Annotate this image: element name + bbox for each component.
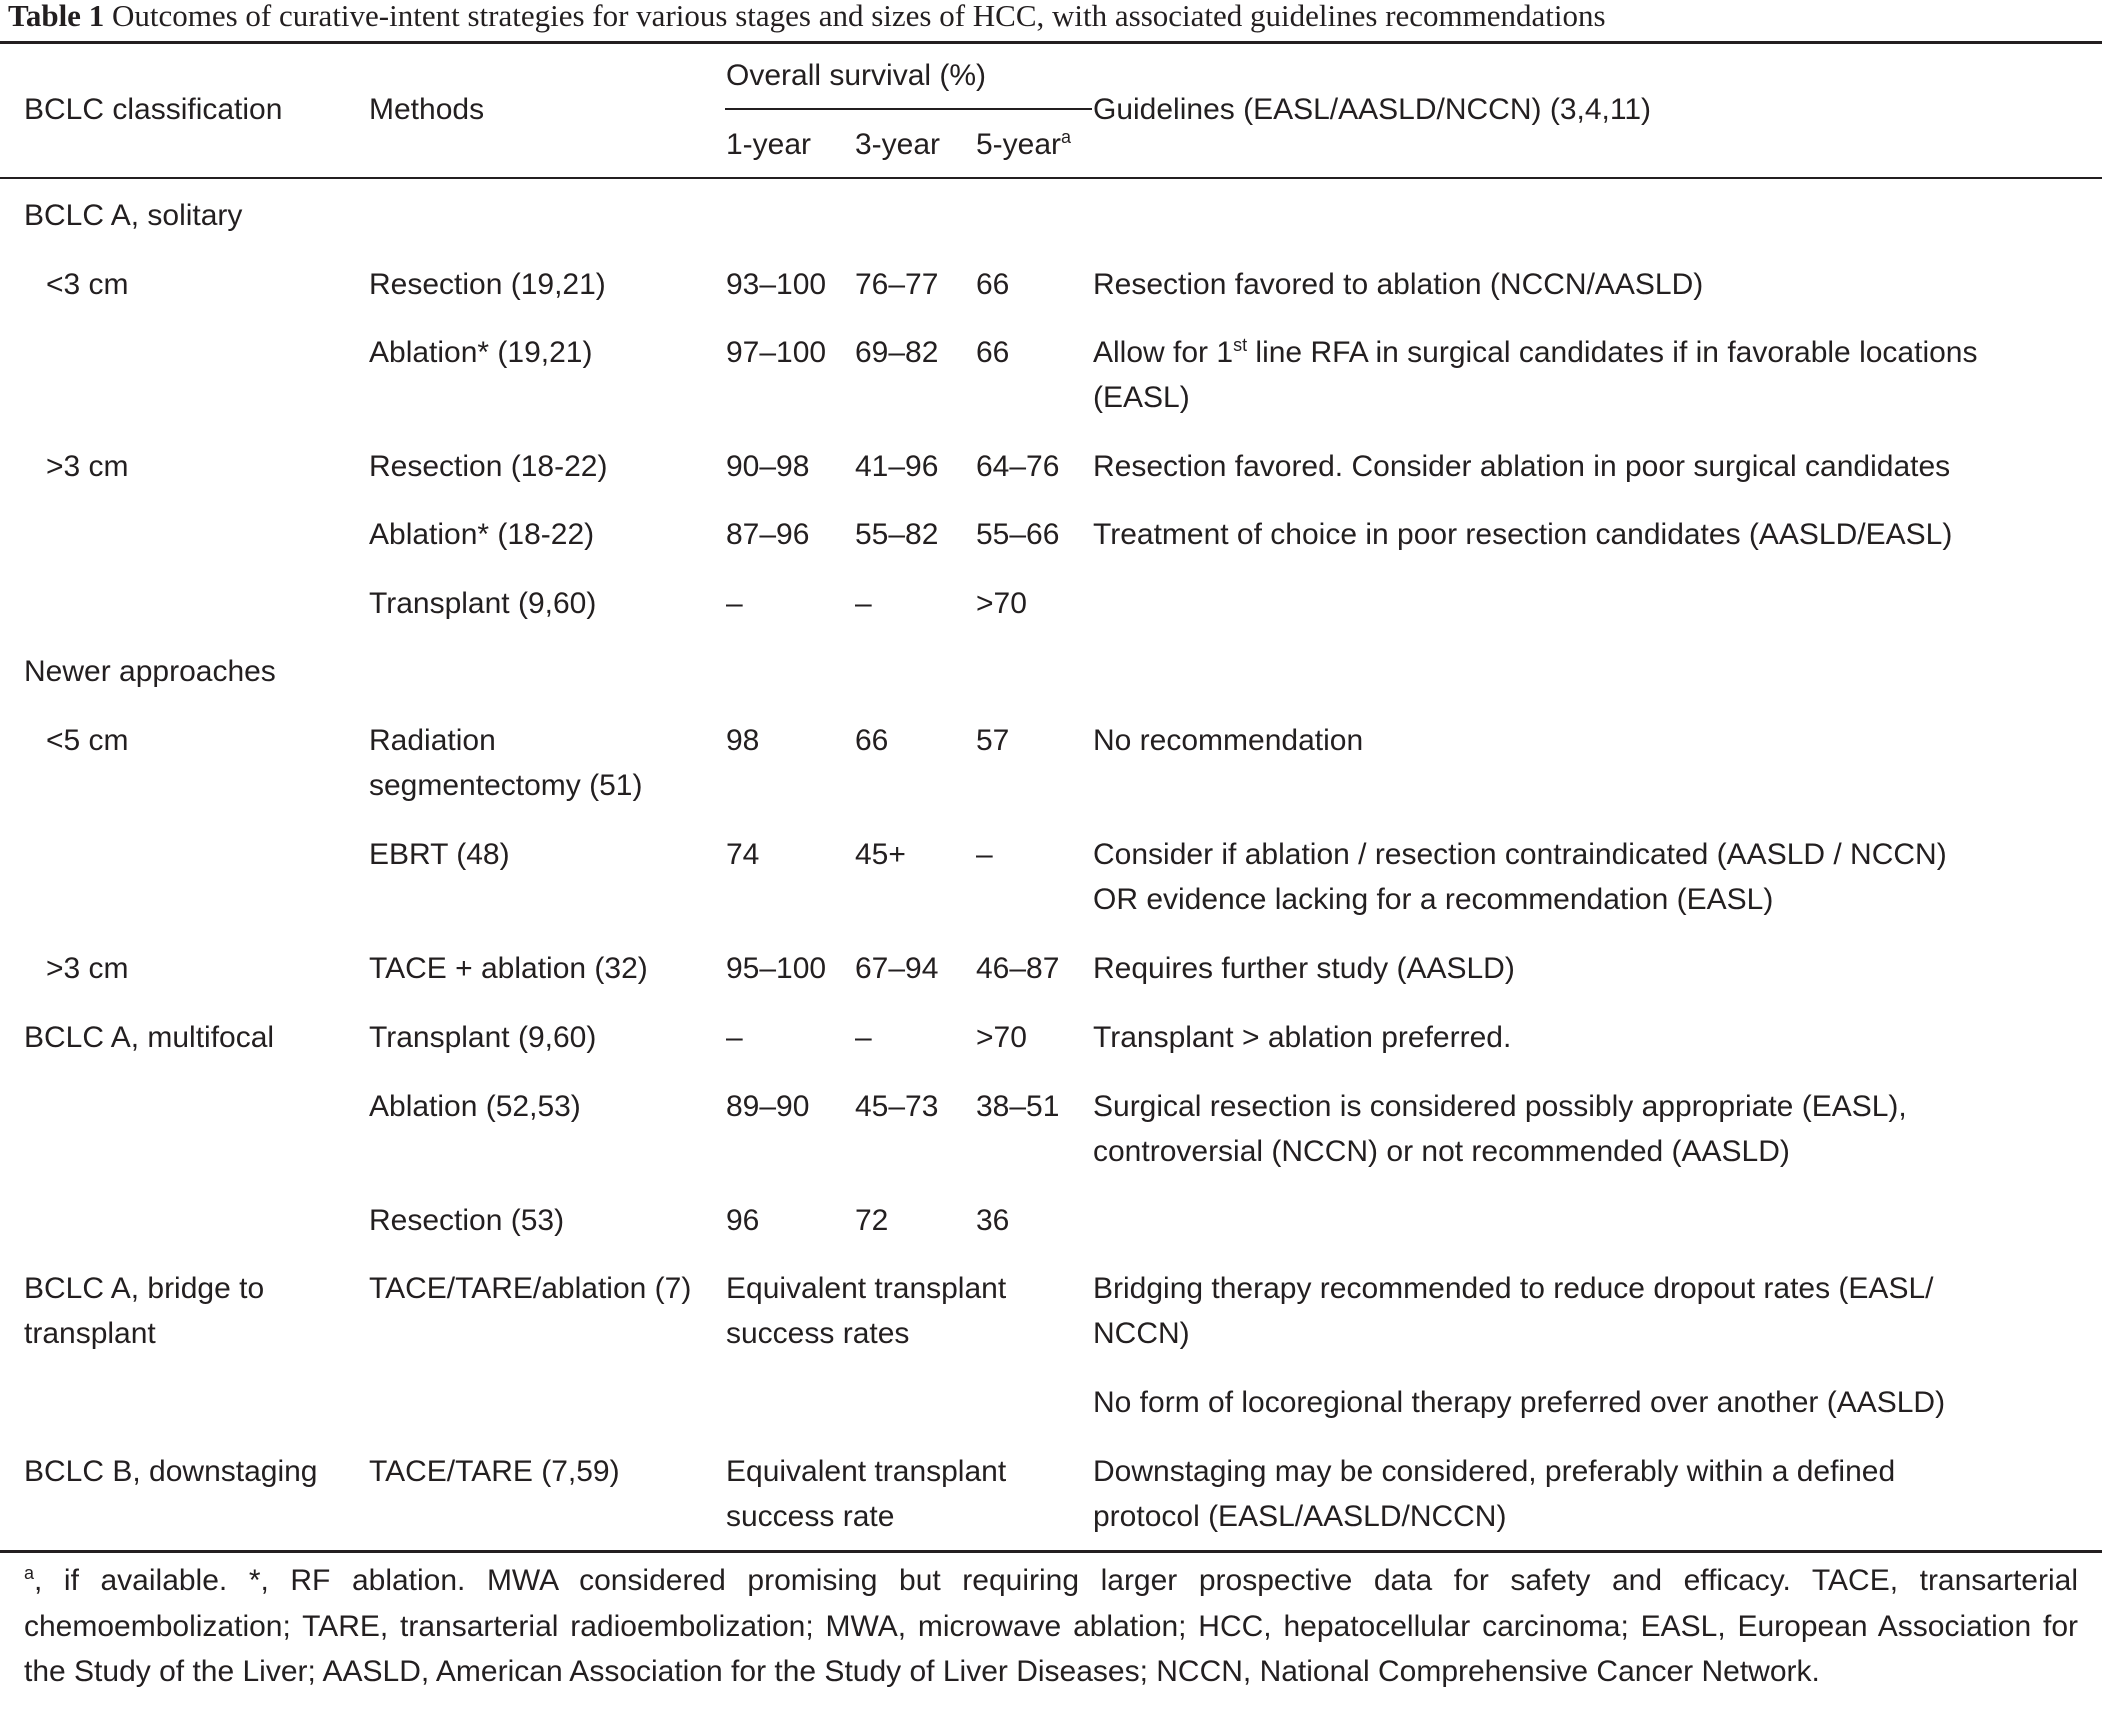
row-tace-ablation-method: TACE + ablation (32) [369,952,648,985]
row-multifocal-ablation-method: Ablation (52,53) [369,1090,581,1123]
row-more-3cm-resection-3yr: 41–96 [855,450,939,483]
row-less-3cm-resection-method: Resection (19,21) [369,268,606,301]
row-less-5cm-ebrt-guideline-line1: Consider if ablation / resection contraindicated (AASLD / NCCN) [1093,838,1947,871]
row-bridge-survival-line2: success rates [726,1317,910,1350]
row-newer-more-3cm-size: >3 cm [46,952,129,985]
row-more-3cm-size: >3 cm [46,450,129,483]
row-bclc-b-downstaging: BCLC B, downstaging [24,1455,318,1488]
table-label: Table 1 [8,0,105,33]
header-1-year: 1-year [726,128,812,161]
table-title: Outcomes of curative-intent strategies for various stages and sizes of HCC, with associated guidelines recommendations [111,0,1606,33]
row-less-3cm-resection-5yr: 66 [976,268,1010,301]
row-less-3cm-ablation-3yr: 69–82 [855,336,939,369]
row-more-3cm-ablation-3yr: 55–82 [855,518,939,551]
row-bridge-guideline-line1: Bridging therapy recommended to reduce dropout rates (EASL/ [1093,1272,1934,1305]
row-bridge-guideline-line2: NCCN) [1093,1317,1190,1350]
top-rule [0,41,2102,44]
header-methods: Methods [369,93,485,126]
row-multifocal-ablation-guideline-line1: Surgical resection is considered possibly appropriate (EASL), [1093,1090,1907,1123]
row-less-3cm-ablation-5yr: 66 [976,336,1010,369]
footnote-text: , if available. *, RF ablation. MWA considered promising but requiring larger prospective data for safety and efficacy. TACE, transarterial chemoembolization; TARE, transarterial radioembolization; MWA, microwave ablation; HCC, hepatocellular carcinoma; EASL, European Association for the Study of the Liver; AASLD, American Association for the Study of Liver Diseases; NCCN, National Comprehensive Cancer Network. [24,1564,2078,1688]
row-bridge-bclc-line2: transplant [24,1317,156,1350]
row-more-3cm-resection-1yr: 90–98 [726,450,810,483]
row-bridge-survival-line1: Equivalent transplant [726,1272,1007,1305]
row-multifocal-ablation-1yr: 89–90 [726,1090,810,1123]
row-multifocal-ablation-5yr: 38–51 [976,1090,1060,1123]
row-downstaging-guideline-line2: protocol (EASL/AASLD/NCCN) [1093,1500,1507,1533]
row-less-3cm-size: <3 cm [46,268,129,301]
row-downstaging-method: TACE/TARE (7,59) [369,1455,620,1488]
row-multifocal-transplant-1yr: – [726,1021,743,1054]
header-overall-survival: Overall survival (%) [726,59,987,92]
row-bclc-a-multifocal: BCLC A, multifocal [24,1021,275,1054]
row-less-5cm-radiation-1yr: 98 [726,724,760,757]
row-more-3cm-transplant-1yr: – [726,587,743,620]
row-multifocal-transplant-guideline: Transplant > ablation preferred. [1093,1021,1512,1054]
row-less-5cm-radiation-guideline: No recommendation [1093,724,1364,757]
row-multifocal-ablation-guideline-line2: controversial (NCCN) or not recommended (AASLD) [1093,1135,1790,1168]
row-tace-ablation-3yr: 67–94 [855,952,939,985]
header-5-year: 5-year$^a$ [976,127,1072,161]
row-tace-ablation-guideline: Requires further study (AASLD) [1093,952,1515,985]
row-more-3cm-ablation-5yr: 55–66 [976,518,1060,551]
row-less-5cm-ebrt-guideline-line2: OR evidence lacking for a recommendation (EASL) [1093,883,1774,916]
row-more-3cm-ablation-method: Ablation* (18-22) [369,518,595,551]
header-5-year-footnote-mark: a [1061,127,1072,147]
row-less-5cm-radiation-method-line1: Radiation [369,724,496,757]
row-downstaging-survival-line1: Equivalent transplant [726,1455,1007,1488]
row-multifocal-transplant-method: Transplant (9,60) [369,1021,597,1054]
row-more-3cm-transplant-3yr: – [855,587,872,620]
row-less-3cm-ablation-guideline-line1: Allow for 1st line RFA in surgical candidates if in favorable locations [1093,335,1978,369]
survival-header-rule [725,108,1092,110]
table-footnote [24,1558,2078,1695]
row-multifocal-ablation-3yr: 45–73 [855,1090,939,1123]
row-less-5cm-radiation-5yr: 57 [976,724,1010,757]
row-more-3cm-resection-5yr: 64–76 [976,450,1060,483]
header-guidelines: Guidelines (EASL/AASLD/NCCN) (3,4,11) [1093,93,1651,126]
row-multifocal-resection-1yr: 96 [726,1204,760,1237]
row-more-3cm-ablation-guideline: Treatment of choice in poor resection candidates (AASLD/EASL) [1093,518,1953,551]
row-less-5cm-radiation-method-line2: segmentectomy (51) [369,769,643,802]
row-more-3cm-resection-guideline: Resection favored. Consider ablation in poor surgical candidates [1093,450,1951,483]
row-downstaging-guideline-line1: Downstaging may be considered, preferably within a defined [1093,1455,1896,1488]
row-less-5cm-ebrt-3yr: 45+ [855,838,906,871]
row-multifocal-resection-3yr: 72 [855,1204,889,1237]
row-less-3cm-resection-3yr: 76–77 [855,268,939,301]
header-bclc: BCLC classification [24,93,283,126]
row-more-3cm-transplant-method: Transplant (9,60) [369,587,597,620]
row-less-3cm-ablation-1yr: 97–100 [726,336,827,369]
row-less-5cm-ebrt-method: EBRT (48) [369,838,510,871]
row-more-3cm-resection-method: Resection (18-22) [369,450,608,483]
row-multifocal-transplant-3yr: – [855,1021,872,1054]
table-caption [8,0,2098,40]
row-more-3cm-transplant-5yr: >70 [976,587,1027,620]
row-less-3cm-ablation-method: Ablation* (19,21) [369,336,593,369]
row-tace-ablation-5yr: 46–87 [976,952,1060,985]
row-less-5cm-ebrt-5yr: – [976,838,993,871]
footnote-mark: a [24,1563,35,1583]
row-less-3cm-resection-1yr: 93–100 [726,268,827,301]
row-tace-ablation-1yr: 95–100 [726,952,827,985]
header-3-year: 3-year [855,128,941,161]
row-less-5cm-ebrt-1yr: 74 [726,838,760,871]
row-more-3cm-ablation-1yr: 87–96 [726,518,810,551]
row-less-5cm-size: <5 cm [46,724,129,757]
row-multifocal-transplant-5yr: >70 [976,1021,1027,1054]
row-multifocal-resection-method: Resection (53) [369,1204,565,1237]
row-bclc-a-solitary: BCLC A, solitary [24,199,243,232]
bottom-rule [0,1550,2102,1553]
row-less-5cm-radiation-3yr: 66 [855,724,889,757]
row-less-3cm-ablation-guideline-line2: (EASL) [1093,381,1190,414]
row-bridge-guideline-extra: No form of locoregional therapy preferred over another (AASLD) [1093,1386,1946,1419]
row-downstaging-survival-line2: success rate [726,1500,895,1533]
row-less-3cm-resection-guideline: Resection favored to ablation (NCCN/AASLD) [1093,268,1704,301]
row-multifocal-resection-5yr: 36 [976,1204,1010,1237]
row-bridge-method: TACE/TARE/ablation (7) [369,1272,692,1305]
row-bridge-bclc-line1: BCLC A, bridge to [24,1272,265,1305]
row-newer-approaches: Newer approaches [24,655,276,688]
header-rule [0,177,2102,179]
